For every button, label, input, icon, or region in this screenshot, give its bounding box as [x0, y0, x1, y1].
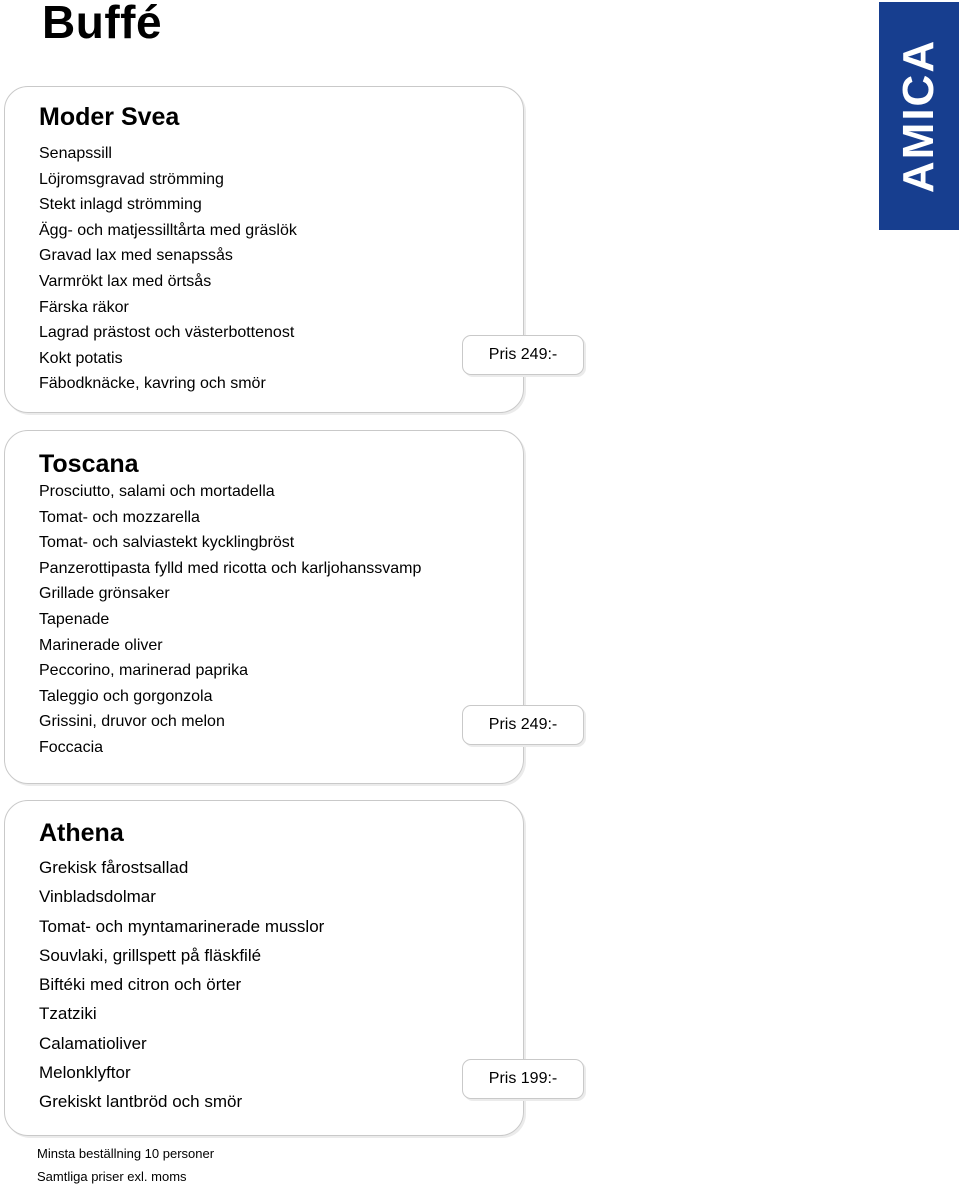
price-box-moder-svea: Pris 249:-	[462, 335, 584, 375]
menu-item: Foccacia	[39, 738, 104, 756]
menu-item: Taleggio och gorgonzola	[39, 687, 213, 705]
menu-item: Melonklyftor	[39, 1063, 131, 1083]
menu-item: Grillade grönsaker	[39, 585, 170, 603]
menu-item: Kokt potatis	[39, 349, 123, 367]
menu-card-athena	[4, 800, 524, 1136]
amica-logo	[879, 2, 959, 230]
price-box-toscana: Pris 249:-	[462, 705, 584, 745]
logo-text: AMICA	[894, 38, 943, 194]
menu-item: Biftéki med citron och örter	[39, 975, 242, 995]
menu-card-toscana	[4, 430, 524, 784]
menu-item: Ägg- och matjessilltårta med gräslök	[39, 221, 297, 239]
menu-card-moder-svea	[4, 86, 524, 413]
price-note: Samtliga priser exl. moms	[37, 1169, 187, 1184]
menu-item-list	[39, 141, 297, 397]
menu-item: Tomat- och myntamarinerade musslor	[39, 916, 325, 936]
menu-item: Löjromsgravad strömming	[39, 170, 224, 188]
menu-item: Senapssill	[39, 145, 112, 162]
menu-item: Panzerottipasta fylld med ricotta och karljohanssvamp	[39, 559, 422, 577]
price-box-athena: Pris 199:-	[462, 1059, 584, 1099]
menu-item: Varmrökt lax med örtsås	[39, 272, 212, 290]
menu-item: Grekisk fårostsallad	[39, 858, 189, 877]
menu-item: Tomat- och mozzarella	[39, 508, 200, 526]
menu-title: Athena	[39, 819, 124, 847]
menu-item: Färska räkor	[39, 298, 129, 316]
menu-item: Grekiskt lantbröd och smör	[39, 1092, 243, 1112]
menu-title: Toscana	[39, 450, 139, 478]
menu-item: Gravad lax med senapssås	[39, 247, 233, 265]
menu-item: Marinerade oliver	[39, 636, 163, 654]
minimum-order-note: Minsta beställning 10 personer	[37, 1146, 215, 1161]
menu-item: Calamatioliver	[39, 1033, 147, 1053]
page-title: Buffé	[42, 0, 163, 48]
menu-item: Fäbodknäcke, kavring och smör	[39, 375, 266, 393]
menu-item-list	[39, 853, 324, 1117]
menu-item: Tomat- och salviastekt kycklingbröst	[39, 534, 295, 552]
menu-item: Grissini, druvor och melon	[39, 713, 225, 731]
menu-item-list	[39, 479, 421, 761]
menu-item: Peccorino, marinerad paprika	[39, 662, 248, 680]
menu-item: Stekt inlagd strömming	[39, 196, 202, 214]
menu-item: Lagrad prästost och västerbottenost	[39, 324, 295, 342]
menu-item: Tapenade	[39, 610, 110, 628]
menu-item: Prosciutto, salami och mortadella	[39, 483, 275, 500]
menu-item: Vinbladsdolmar	[39, 887, 156, 907]
menu-title: Moder Svea	[39, 103, 180, 131]
menu-item: Souvlaki, grillspett på fläskfilé	[39, 945, 262, 965]
menu-item: Tzatziki	[39, 1004, 97, 1024]
